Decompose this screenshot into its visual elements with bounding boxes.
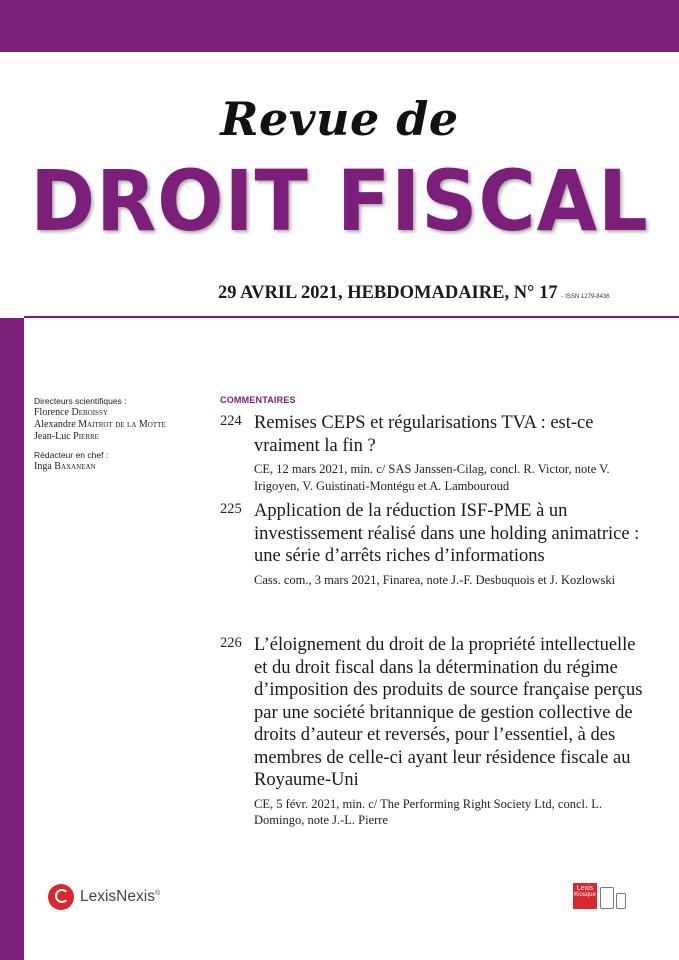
- article-title[interactable]: Application de la réduction ISF-PME à un investissement réalisé dans une holding animatrice : une série d’arrêts riches d’informations: [254, 501, 640, 566]
- article-entry[interactable]: [220, 412, 650, 494]
- top-color-band: [0, 0, 679, 52]
- article-title[interactable]: Remises CEPS et régularisations TVA : est-ce vraiment la fin ?: [254, 413, 594, 456]
- lexisnexis-logo: [48, 882, 160, 912]
- article-number: 226: [220, 635, 242, 651]
- article-entry[interactable]: [220, 500, 650, 588]
- article-entry[interactable]: [220, 634, 650, 829]
- issue-date-number: 29 AVRIL 2021, HEBDOMADAIRE, N° 17: [218, 283, 558, 303]
- publisher-name: LexisNexis®: [80, 888, 161, 905]
- section-heading: COMMENTAIRES: [220, 395, 296, 405]
- editor-in-chief-label: Rédacteur en chef :: [34, 450, 109, 460]
- journal-title: DROIT FISCAL: [30, 152, 649, 250]
- lexis-kiosque-badge: [573, 883, 626, 909]
- article-number: 224: [220, 413, 242, 429]
- issue-info: [218, 283, 610, 304]
- header-divider: [24, 316, 679, 318]
- article-source: CE, 12 mars 2021, min. c/ SAS Janssen-Cilag, concl. R. Victor, note V. Irigoyen, V. Guistinati-Montégu et A. Lambouroud: [254, 462, 610, 493]
- article-number: 225: [220, 501, 242, 517]
- article-source: CE, 5 févr. 2021, min. c/ The Performing Right Society Ltd, concl. L. Domingo, note J.-L. Pierre: [254, 796, 602, 827]
- director-name: Jean-Luc Pierre: [34, 431, 99, 442]
- editorial-board: [34, 395, 214, 473]
- article-title[interactable]: L’éloignement du droit de la propriété intellectuelle et du droit fiscal dans la détermination du régime d’imposition des produits de source française perçus par une société britannique de gestion collective de droits d’auteur et reversés, pour l’essentiel, à des membres de celle-ci ayant leur résidence fiscale au Royaume-Uni: [254, 635, 643, 790]
- director-name: Alexandre Maitrot de la Motte: [34, 419, 166, 430]
- director-name: Florence Deboissy: [34, 407, 108, 418]
- issn: - ISSN 1279-8436: [561, 294, 610, 300]
- phone-icon: [616, 893, 626, 909]
- journal-title-prefix: Revue de: [220, 92, 459, 146]
- directors-label: Directeurs scientifiques :: [34, 396, 127, 406]
- editor-in-chief-name: Inga Baxanean: [34, 461, 96, 472]
- lexisnexis-icon: [48, 884, 74, 910]
- kiosque-icon: Lexis Kiosque: [573, 883, 597, 909]
- article-source: Cass. com., 3 mars 2021, Finarea, note J.-F. Desbuquois et J. Kozlowski: [254, 572, 616, 587]
- side-color-bar: [0, 318, 24, 960]
- tablet-icon: [600, 887, 614, 909]
